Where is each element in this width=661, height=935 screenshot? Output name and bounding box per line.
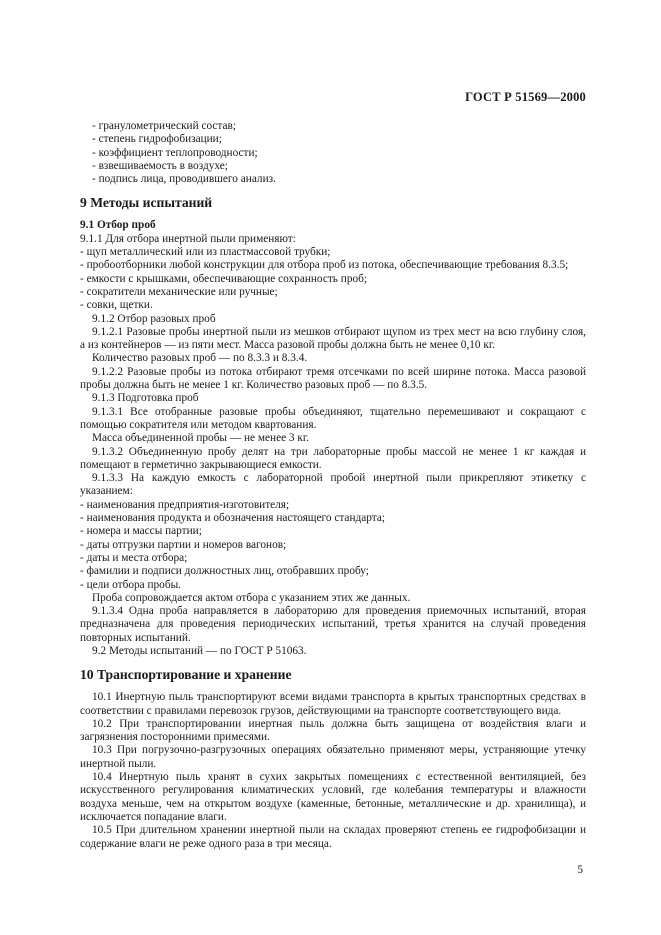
subsection-9-1-heading: 9.1 Отбор проб [80,219,156,232]
doc-header: ГОСТ Р 51569—2000 [465,90,586,104]
list-item: - подпись лица, проводившего анализ. [92,173,276,186]
list-item: - даты отгрузки партии и номеров вагонов; [80,538,287,551]
clause-9-1-1: 9.1.1 Для отбора инертной пыли применяют: [80,232,296,245]
list-item: - гранулометрический состав; [92,120,236,132]
clause-9-1-2-1: 9.1.2.1 Разовые пробы инертной пыли из мешков отбирают щупом из трех мест на всю глубину слоя, а из контейнеров — из пяти мест. Масса разовой пробы должна быть не менее 0,10 кг. [80,325,586,352]
clause-9-1-2: 9.1.2 Отбор разовых проб [92,312,216,325]
clause-9-1-3-4: 9.1.3.4 Одна проба направляется в лабораторию для проведения приемочных испытаний, вторая предназначена для проведения периодических испытаний, третья хранится на случай проведения повторных испытаний. [80,605,586,644]
clause-10-2: 10.2 При транспортировании инертная пыль должна быть защищена от воздействия влаги и загрязнения посторонними примесями. [80,717,586,744]
list-item: - щуп металлический или из пластмассовой трубки; [80,246,331,259]
list-item: - наименования предприятия-изготовителя; [80,498,290,511]
list-item: - совки, щетки. [80,299,153,312]
list-item: - цели отбора пробы. [80,578,181,591]
list-item: - взвешиваемость в воздухе; [92,159,228,172]
clause-10-3: 10.3 При погрузочно-разгрузочных операциях обязательно применяют меры, устраняющие утечку инертной пыли. [80,744,586,770]
clause-10-1: 10.1 Инертную пыль транспортируют всеми видами транспорта в крытых транспортных средствах в соответствии с правилами перевозок грузов, действующими на транспорте соответствующего вида. [80,691,586,717]
list-item: - сократители механические или ручные; [80,285,278,298]
clause-9-1-3-1: 9.1.3.1 Все отобранные разовые пробы объединяют, тщательно перемешивают и сокращают с помощью сократителя или методом квартования. [80,405,586,431]
section-10-heading: 10 Транспортирование и хранение [80,667,292,683]
clause-9-1-3-2: 9.1.3.2 Объединенную пробу делят на три лабораторные пробы массой не менее 1 кг каждая и помещают в герметично закрывающиеся емкости. [80,445,586,471]
section-9-heading: 9 Методы испытаний [80,195,213,211]
clause-9-2: 9.2 Методы испытаний — по ГОСТ Р 51063. [92,644,307,657]
list-item: - пробоотборники любой конструкции для отбора проб из потока, обеспечивающие требования 8.3.5; [80,259,569,272]
list-item: - даты и места отбора; [80,551,188,564]
clause-10-4: 10.4 Инертную пыль хранят в сухих закрытых помещениях с естественной вентиляцией, без искусственного регулирования климатических условий, где колебания температуры и влажности воздуха меньше, чем на открытом воздухе (каменные, бетонные, металлические и др. хранилища), и исключается попадание влаги. [80,771,586,823]
clause-9-1-2-2: 9.1.2.2 Разовые пробы из потока отбирают тремя отсечками по всей ширине потока. Масса разовой пробы должна быть не менее 1 кг. Количество разовых проб — по 8.3.5. [80,365,586,392]
list-item: - степень гидрофобизации; [92,133,222,146]
clause-9-1-2-1-note: Количество разовых проб — по 8.3.3 и 8.3.4. [92,352,308,365]
clause-10-5: 10.5 При длительном хранении инертной пыли на складах проверяют степень ее гидрофобизации и содержание влаги не реже одного раза в три месяца. [80,824,586,850]
list-item: - коэффициент теплопроводности; [92,146,258,159]
list-item: - номера и массы партии; [80,525,202,538]
clause-9-1-3: 9.1.3 Подготовка проб [92,392,199,405]
clause-9-1-3-3-note: Проба сопровождается актом отбора с указанием этих же данных. [92,591,411,604]
list-item: - фамилии и подписи должностных лиц, отобравших пробу; [80,565,369,578]
list-item: - наименования продукта и обозначения настоящего стандарта; [80,512,385,525]
page-number: 5 [577,864,583,876]
clause-9-1-3-3: 9.1.3.3 На каждую емкость с лабораторной пробой инертной пыли прикрепляют этикетку с указанием: [80,472,586,498]
page-content [80,120,586,851]
list-item: - емкости с крышками, обеспечивающие сохранность проб; [80,272,368,285]
clause-9-1-3-1-note: Масса объединенной пробы — не менее 3 кг. [92,432,310,445]
